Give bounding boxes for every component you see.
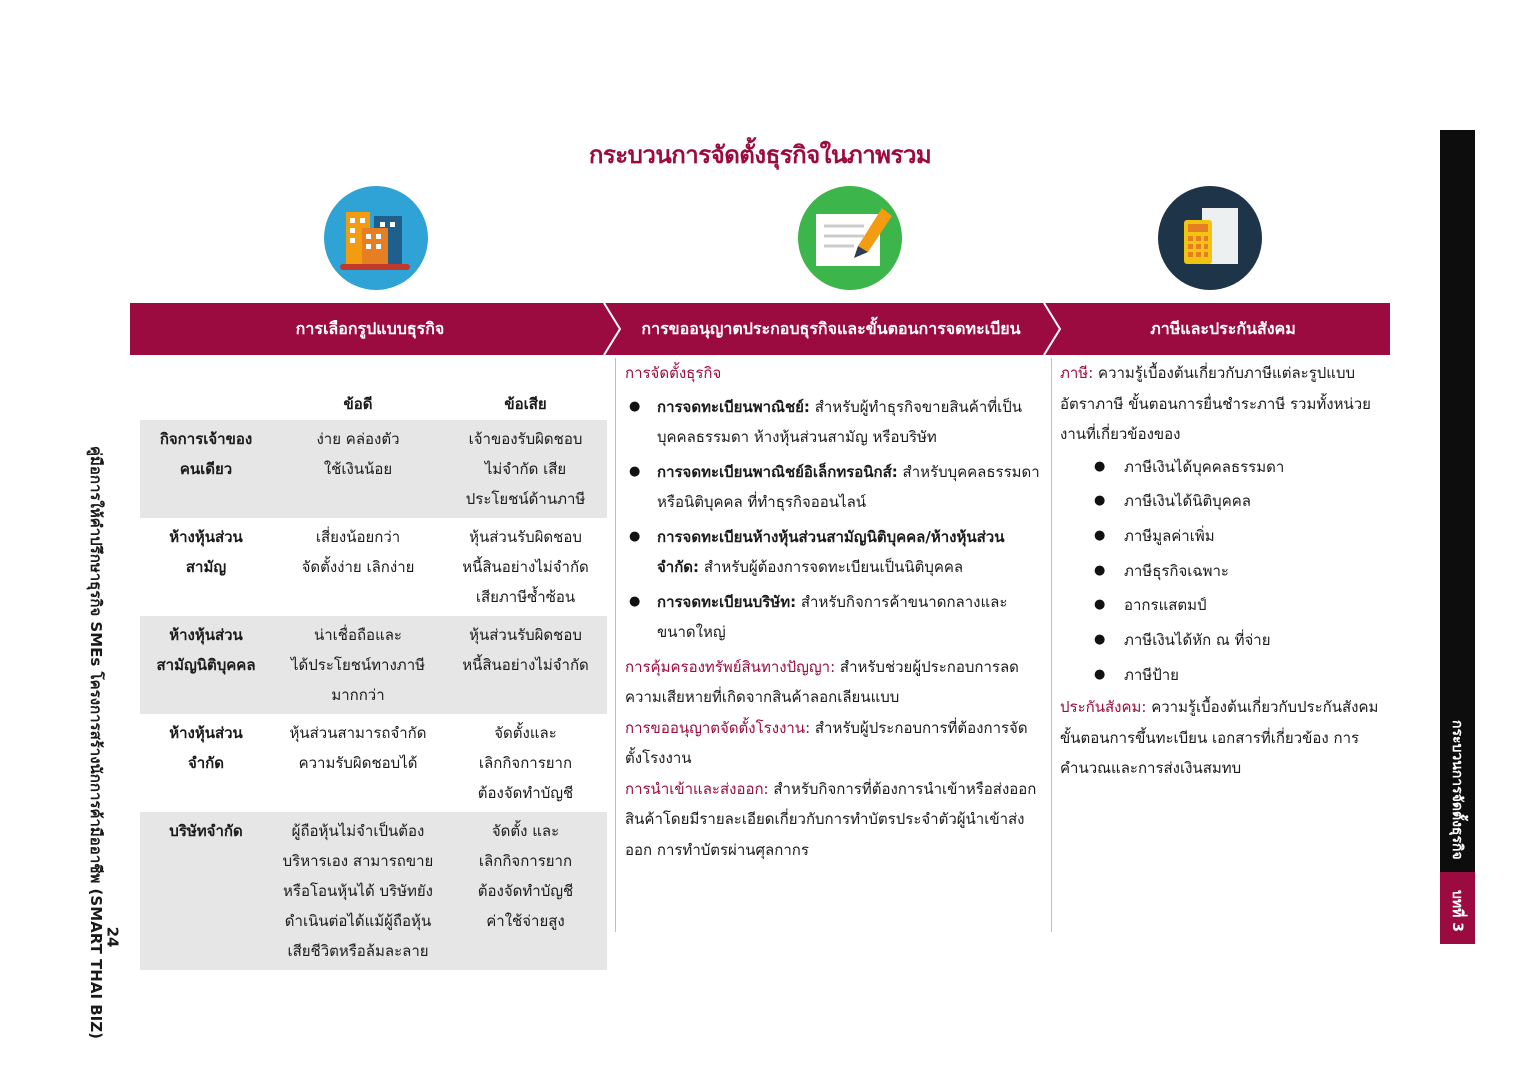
tax-list-item: ● ภาษีธุรกิจเฉพาะ bbox=[1060, 554, 1380, 589]
registration-list bbox=[625, 392, 1040, 648]
setup-heading: การจัดตั้งธุรกิจ bbox=[625, 364, 722, 382]
page-number: 24 bbox=[103, 926, 122, 948]
chapter-number-vertical: บทที่ 3 bbox=[1449, 890, 1465, 932]
chapter-title-vertical: กระบวนการจัดตั้งธุรกิจ bbox=[1449, 720, 1465, 860]
business-type-table bbox=[140, 384, 607, 970]
header-registration: การขออนุญาตประกอบธุรกิจและขั้นตอนการจดทะเบียน bbox=[641, 319, 1021, 338]
tax-list bbox=[1060, 450, 1380, 693]
tax-list-item: ● ภาษีเงินได้นิติบุคคล bbox=[1060, 484, 1380, 519]
cons-cell: หุ้นส่วนรับผิดชอบ หนี้สินอย่างไม่จำกัด bbox=[444, 616, 607, 714]
business-type-cell: กิจการเจ้าของ คนเดียว bbox=[140, 420, 272, 518]
business-type-cell: ห้างหุ้นส่วน สามัญ bbox=[169, 528, 243, 576]
business-type-cell: ห้างหุ้นส่วน จำกัด bbox=[169, 724, 243, 772]
cons-cell: จัดตั้งและ เลิกกิจการยาก ต้องจัดทำบัญชี bbox=[477, 724, 574, 802]
business-type-cell: บริษัทจำกัด bbox=[140, 812, 272, 970]
info-paragraph: การขออนุญาตจัดตั้งโรงงาน: สำหรับผู้ประกอบการที่ต้องการจัดตั้งโรงงาน bbox=[625, 718, 1028, 767]
divider bbox=[615, 358, 616, 932]
list-item: ● การจดทะเบียนพาณิชย์อิเล็กทรอนิกส์: สำหรับบุคคลธรรมดา หรือนิติบุคคล ที่ทำธุรกิจออนไลน์ bbox=[625, 457, 1040, 518]
pros-cell: ง่าย คล่องตัว ใช้เงินน้อย bbox=[272, 420, 444, 518]
info-paragraph: การนำเข้าและส่งออก: สำหรับกิจการที่ต้องการนำเข้าหรือส่งออกสินค้าโดยมีรายละเอียดเกี่ยวกับการทำบัตรประจำตัวผู้นำเข้าส่งออก การทำบัตรผ่านศุลกากร bbox=[625, 779, 1037, 859]
buildings-icon bbox=[324, 186, 428, 290]
table-row bbox=[140, 812, 607, 970]
list-item: ● การจดทะเบียนพาณิชย์: สำหรับผู้ทำธุรกิจขายสินค้าที่เป็นบุคคลธรรมดา ห้างหุ้นส่วนสามัญ หรือบริษัท bbox=[625, 392, 1040, 453]
tax-list-item: ● ภาษีเงินได้หัก ณ ที่จ่าย bbox=[1060, 623, 1380, 658]
document-pen-icon bbox=[798, 186, 902, 290]
calculator-document-icon bbox=[1158, 186, 1262, 290]
header-tax: ภาษีและประกันสังคม bbox=[1150, 319, 1296, 338]
business-type-cell: ห้างหุ้นส่วน สามัญนิติบุคคล bbox=[140, 616, 272, 714]
cons-cell: หุ้นส่วนรับผิดชอบ หนี้สินอย่างไม่จำกัด เสียภาษีซ้ำซ้อน bbox=[462, 528, 589, 606]
pros-cell: เสี่ยงน้อยกว่า จัดตั้งง่าย เลิกง่าย bbox=[301, 528, 415, 576]
tax-list-item: ● ภาษีมูลค่าเพิ่ม bbox=[1060, 519, 1380, 554]
page-title: กระบวนการจัดตั้งธุรกิจในภาพรวม bbox=[588, 141, 932, 169]
info-paragraph: การคุ้มครองทรัพย์สินทางปัญญา: สำหรับช่วยผู้ประกอบการลดความเสียหายที่เกิดจากสินค้าลอกเลียนแบบ bbox=[625, 657, 1019, 706]
pros-cell: น่าเชื่อถือและ ได้ประโยชน์ทางภาษี มากกว่า bbox=[272, 616, 444, 714]
divider bbox=[1051, 358, 1052, 932]
table-row bbox=[140, 714, 607, 812]
pros-header: ข้อดี bbox=[343, 395, 373, 413]
table-row bbox=[140, 616, 607, 714]
tax-list-item: ● ภาษีเงินได้บุคคลธรรมดา bbox=[1060, 450, 1380, 485]
tax-list-item: ● อากรแสตมป์ bbox=[1060, 588, 1380, 623]
table-row bbox=[140, 420, 607, 518]
tax-section bbox=[1060, 358, 1380, 784]
pros-cell: ผู้ถือหุ้นไม่จำเป็นต้อง บริหารเอง สามารถขาย หรือโอนหุ้นได้ บริษัทยัง ดำเนินต่อได้แม้ผู้ถือหุ้น เสียชีวิตหรือล้มละลาย bbox=[272, 812, 444, 970]
registration-section bbox=[625, 358, 1040, 865]
guide-title-vertical: คู่มือการให้คำปรึกษาธุรกิจ SMEs โครงการสร้างนักการค้ามืออาชีพ (SMART THAI BIZ) bbox=[87, 446, 105, 1039]
list-item: ● การจดทะเบียนบริษัท: สำหรับกิจการค้าขนาดกลางและขนาดใหญ่ bbox=[625, 587, 1040, 648]
tax-list-item: ● ภาษีป้าย bbox=[1060, 658, 1380, 693]
table-row bbox=[140, 518, 607, 616]
social-security-intro: ประกันสังคม: ความรู้เบื้องต้นเกี่ยวกับประกันสังคม ขั้นตอนการขึ้นทะเบียน เอกสารที่เกี่ยวข้อง การคำนวณและการส่งเงินสมทบ bbox=[1060, 698, 1379, 778]
cons-cell: เจ้าของรับผิดชอบ ไม่จำกัด เสีย ประโยชน์ด้านภาษี bbox=[444, 420, 607, 518]
pros-cell: หุ้นส่วนสามารถจำกัด ความรับผิดชอบได้ bbox=[289, 724, 427, 772]
cons-cell: จัดตั้ง และ เลิกกิจการยาก ต้องจัดทำบัญชี ค่าใช้จ่ายสูง bbox=[444, 812, 607, 970]
header-business-type: การเลือกรูปแบบธุรกิจ bbox=[295, 319, 445, 338]
tax-intro: ภาษี: ความรู้เบื้องต้นเกี่ยวกับภาษีแต่ละรูปแบบ อัตราภาษี ขั้นตอนการยื่นชำระภาษี รวมทั้งหน่วยงานที่เกี่ยวข้องของ bbox=[1060, 364, 1371, 443]
list-item: ● การจดทะเบียนห้างหุ้นส่วนสามัญนิติบุคคล/ห้างหุ้นส่วนจำกัด: สำหรับผู้ต้องการจดทะเบียนเป็นนิติบุคคล bbox=[625, 522, 1040, 583]
cons-header: ข้อเสีย bbox=[504, 395, 547, 413]
